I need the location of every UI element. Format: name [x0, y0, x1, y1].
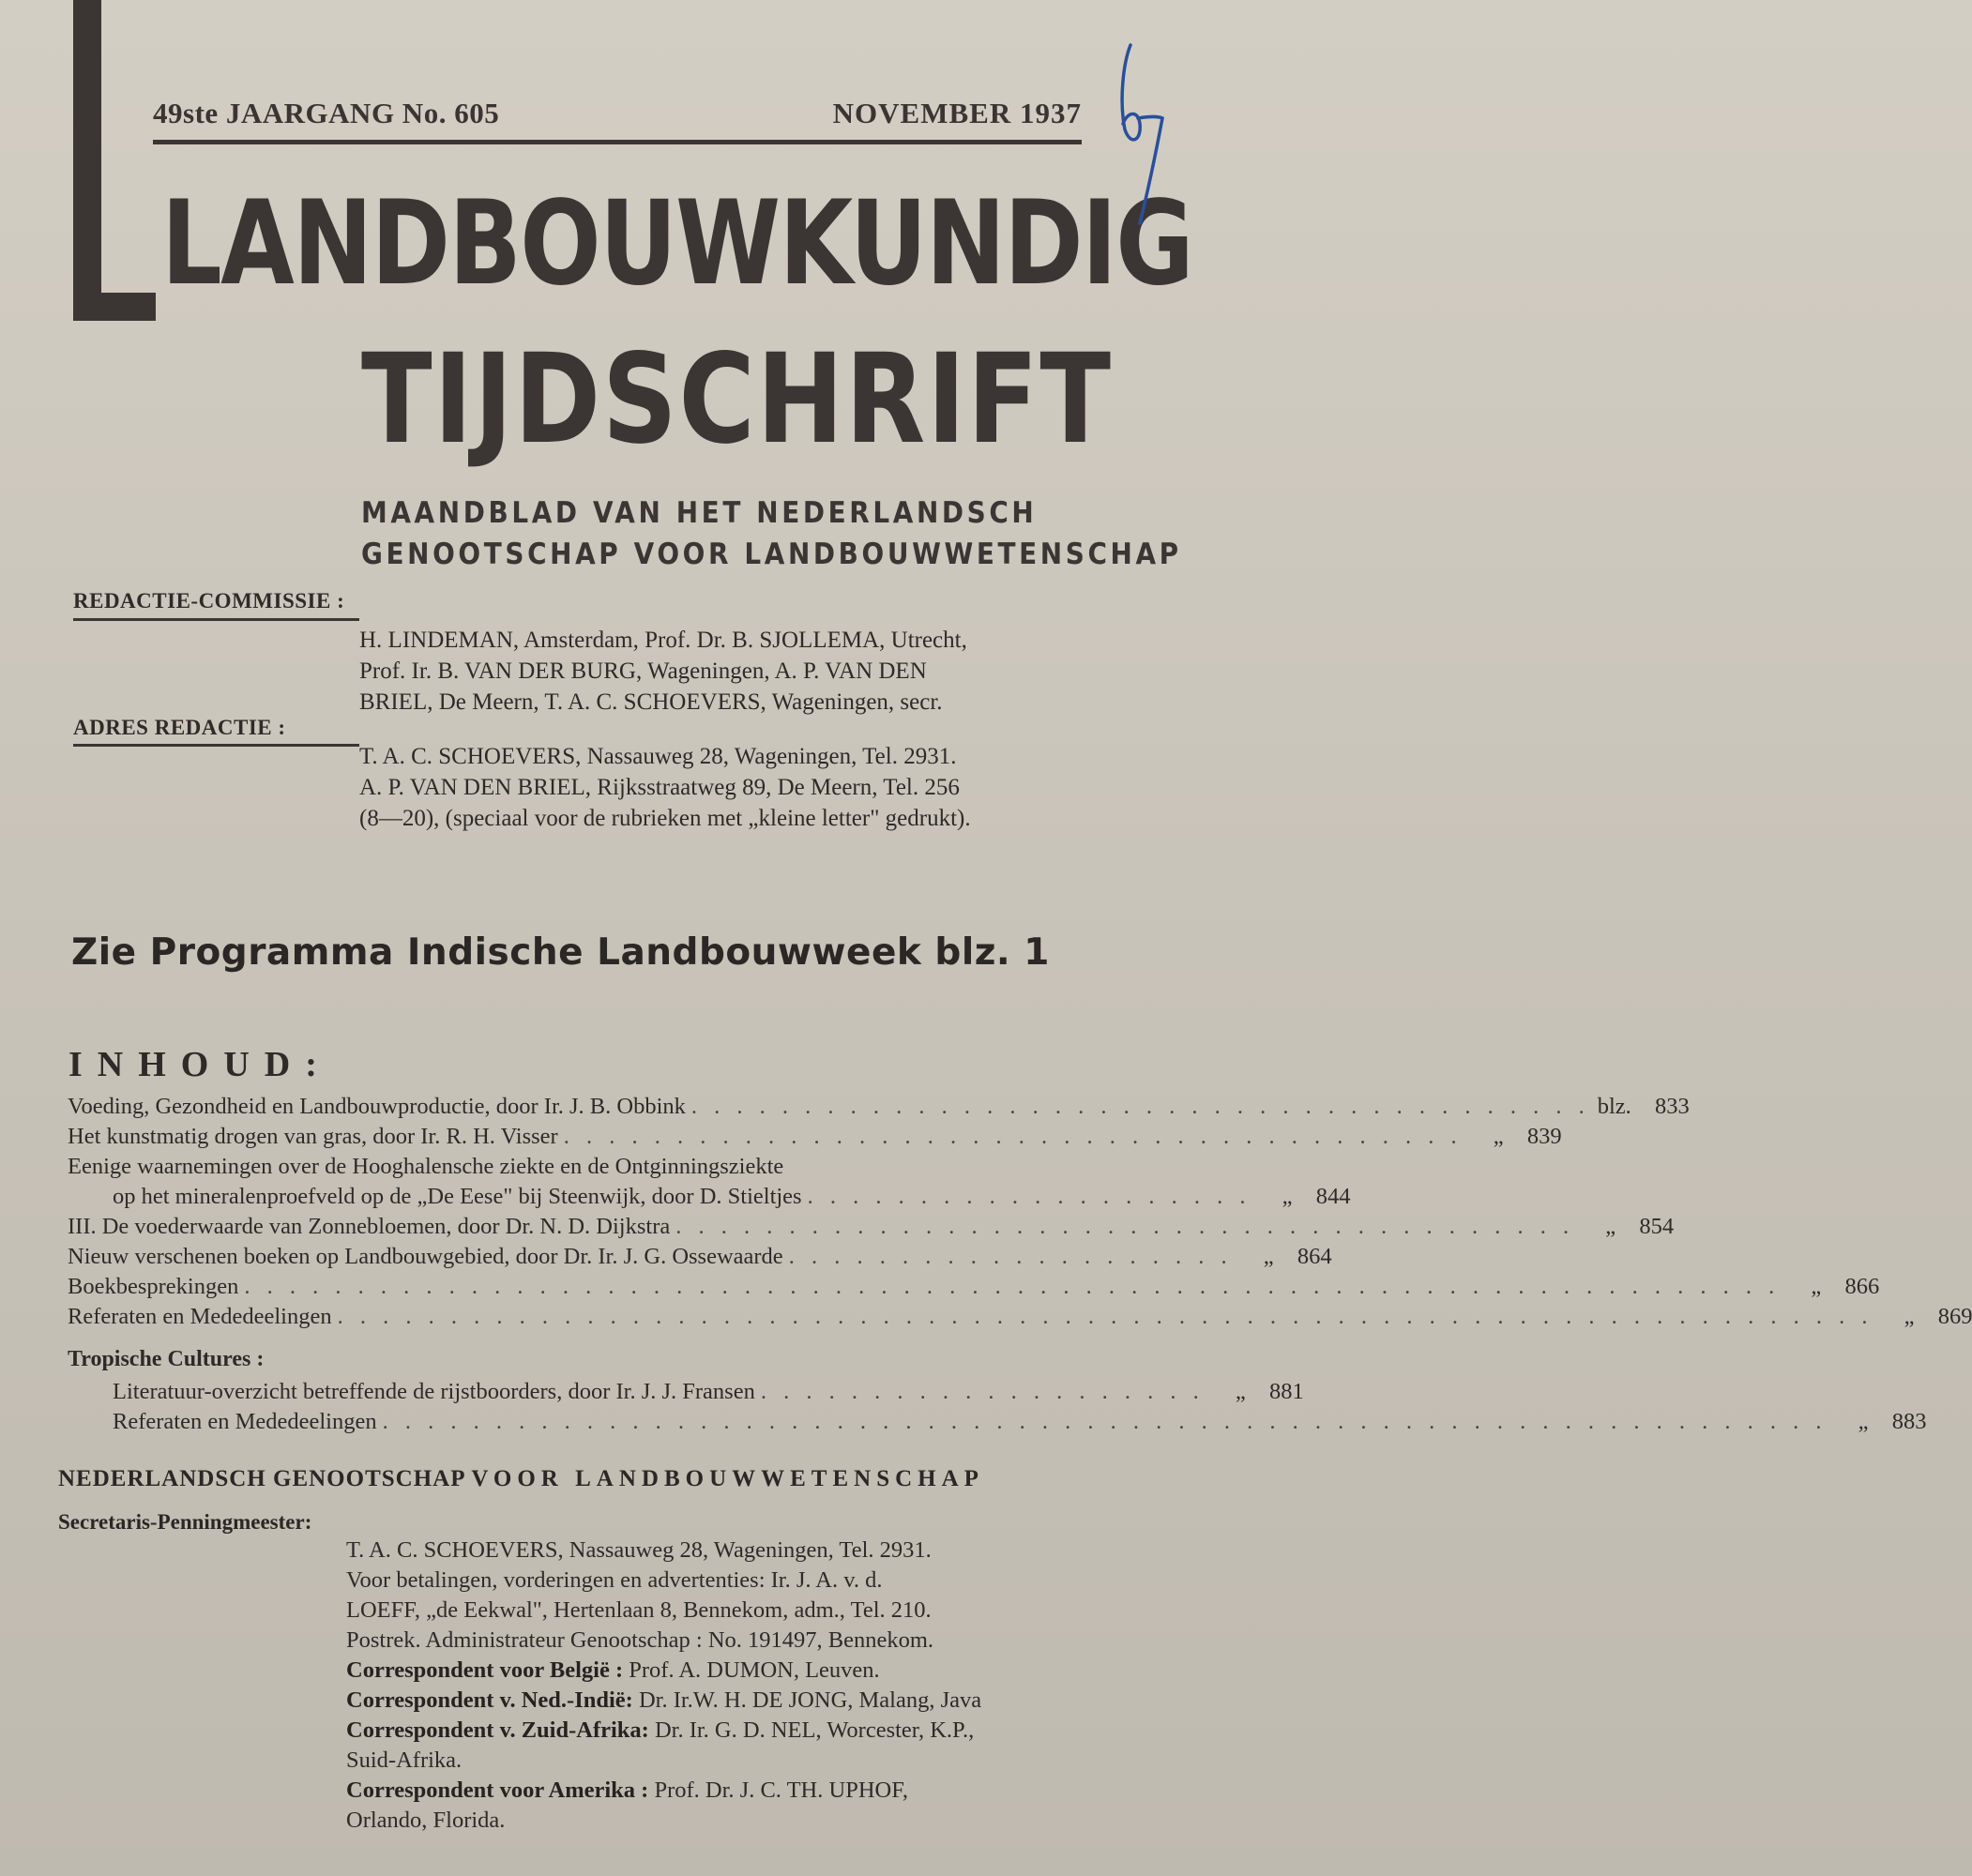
adres-line: T. A. C. SCHOEVERS, Nassauweg 28, Wageningen, Tel. 2931. — [359, 744, 957, 769]
toc-page-number: 881 — [1268, 1379, 1304, 1404]
toc-entry — [68, 1244, 1332, 1274]
correspondent-ned-indie — [346, 1686, 981, 1716]
toc-leader-dots: . . . . . . . . . . . . . . . . . . . . . . . . . . . . . . . . . . . . . . . . — [563, 1124, 1463, 1149]
program-announcement: Zie Programma Indische Landbouwweek blz. 1 — [71, 931, 1050, 974]
toc-entry — [68, 1154, 1076, 1184]
tropische-cultures-label: Tropische Cultures : — [68, 1347, 265, 1371]
toc-title: Nieuw verschenen boeken op Landbouwgebied, door Dr. Ir. J. G. Ossewaarde — [68, 1244, 783, 1269]
toc-page-prefix: blz. — [1597, 1094, 1631, 1119]
volume-number: 49ste JAARGANG No. 605 — [153, 97, 500, 129]
toc-entry — [68, 1274, 1880, 1304]
society-name — [58, 1466, 984, 1492]
toc-title: Het kunstmatig drogen van gras, door Ir. R. H. Visser — [68, 1124, 558, 1149]
table-of-contents — [68, 1094, 1972, 1439]
secretaris-label: Secretaris-Penningmeester: — [58, 1510, 312, 1534]
toc-page-prefix: „ — [1811, 1274, 1822, 1299]
correspondent-zuid-afrika — [346, 1716, 981, 1746]
journal-title-line-2: TIJDSCHRIFT — [361, 327, 1113, 472]
adres-lines — [359, 741, 971, 834]
toc-entry — [68, 1214, 1675, 1244]
toc-leader-dots: . . . . . . . . . . . . . . . . . . . . — [760, 1379, 1205, 1404]
adres-line: (8—20), (speciaal voor de rubrieken met „kleine letter" gedrukt). — [359, 806, 971, 831]
redactie-line: BRIEL, De Meern, T. A. C. SCHOEVERS, Wageningen, secr. — [359, 689, 943, 715]
toc-page-number: 844 — [1315, 1184, 1351, 1209]
contact-line: LOEFF, „de Eekwal", Hertenlaan 8, Bennekom, adm., Tel. 210. — [346, 1597, 932, 1623]
toc-title: Eenige waarnemingen over de Hooghalensche ziekte en de Ontginningsziekte — [68, 1154, 784, 1179]
masthead-large-l-foot — [73, 293, 156, 321]
correspondent-text: Prof. A. DUMON, Leuven. — [623, 1657, 880, 1683]
toc-title: Referaten en Mededeelingen — [68, 1304, 332, 1329]
toc-leader-dots: . . . . . . . . . . . . . . . . . . . . . . . . . . . . . . . . . . . . . . . . . . . . . . . . . . . . . . . . . . . . . . . . . . . . — [244, 1274, 1781, 1299]
contact-line: Postrek. Administrateur Genootschap : No. 191497, Bennekom. — [346, 1627, 934, 1653]
adres-label-underline — [73, 744, 359, 747]
toc-page-number: 839 — [1526, 1124, 1562, 1149]
correspondent-continuation: Orlando, Florida. — [346, 1808, 506, 1833]
adres-line: A. P. VAN DEN BRIEL, Rijksstraatweg 89, De Meern, Tel. 256 — [359, 775, 960, 800]
toc-page-number: 883 — [1891, 1409, 1927, 1434]
handwritten-page-mark-icon — [1112, 26, 1168, 228]
toc-title: Boekbesprekingen — [68, 1274, 239, 1299]
subtitle-line-2: GENOOTSCHAP VOOR LANDBOUWWETENSCHAP — [361, 537, 1182, 571]
correspondent-text: Prof. Dr. J. C. TH. UPHOF, — [648, 1778, 908, 1803]
toc-title: Literatuur-overzicht betreffende de rijstboorders, door Ir. J. J. Fransen — [113, 1379, 755, 1404]
toc-page-prefix: „ — [1904, 1304, 1915, 1329]
society-name-part-1: NEDERLANDSCH GENOOTSCHAP — [58, 1466, 465, 1491]
journal-title-line-1: LANDBOUWKUNDIG — [161, 176, 1193, 311]
toc-page-prefix: „ — [1282, 1184, 1293, 1209]
toc-page-prefix: „ — [1263, 1244, 1274, 1269]
toc-leader-dots: . . . . . . . . . . . . . . . . . . . . . . . . . . . . . . . . . . . . . . . . — [675, 1214, 1575, 1239]
masthead-large-l-stem — [73, 0, 101, 319]
toc-title: Referaten en Mededeelingen — [113, 1409, 377, 1434]
correspondent-label: Correspondent v. Ned.-Indië: — [346, 1687, 633, 1713]
redactie-label-underline — [73, 618, 359, 621]
correspondent-label: Correspondent voor België : — [346, 1657, 624, 1683]
toc-page-prefix: „ — [1493, 1124, 1504, 1149]
contact-line: Voor betalingen, vorderingen en advertenties: Ir. J. A. v. d. — [346, 1567, 883, 1593]
contact-line: T. A. C. SCHOEVERS, Nassauweg 28, Wageningen, Tel. 2931. — [346, 1537, 932, 1563]
correspondent-label: Correspondent voor Amerika : — [346, 1778, 649, 1803]
tropische-cultures-heading — [68, 1347, 1076, 1379]
correspondent-continuation: Suid-Afrika. — [346, 1747, 463, 1773]
toc-entry — [68, 1184, 1351, 1214]
correspondent-amerika — [346, 1776, 981, 1806]
issue-date: NOVEMBER 1937 — [832, 97, 1082, 129]
toc-leader-dots: . . . . . . . . . . . . . . . . . . . . . . . . . . . . . . . . . . . . . . . . . . . . . . . . . . . . . . . . . . . . . . . . . . . . — [337, 1304, 1873, 1329]
toc-leader-dots: . . . . . . . . . . . . . . . . . . . . . . . . . . . . . . . . . . . . . . . . — [690, 1094, 1590, 1119]
correspondent-text: Dr. Ir. G. D. NEL, Worcester, K.P., — [648, 1717, 975, 1743]
adres-label: ADRES REDACTIE : — [73, 716, 286, 739]
toc-page-number: 869 — [1937, 1304, 1972, 1329]
toc-page-number: 854 — [1639, 1214, 1675, 1239]
redactie-members — [359, 625, 967, 718]
correspondent-label: Correspondent v. Zuid-Afrika: — [346, 1717, 649, 1743]
toc-leader-dots: . . . . . . . . . . . . . . . . . . . . — [807, 1184, 1251, 1209]
toc-title: III. De voederwaarde van Zonnebloemen, door Dr. N. D. Dijkstra — [68, 1214, 671, 1239]
redactie-label: REDACTIE-COMMISSIE : — [73, 589, 345, 613]
redactie-line: Prof. Ir. B. VAN DER BURG, Wageningen, A. P. VAN DEN — [359, 658, 927, 684]
toc-page-prefix: „ — [1858, 1409, 1869, 1434]
correspondent-text: Dr. Ir.W. H. DE JONG, Malang, Java — [632, 1687, 982, 1713]
toc-entry — [68, 1379, 1304, 1409]
toc-leader-dots: . . . . . . . . . . . . . . . . . . . . . . . . . . . . . . . . . . . . . . . . . . . . . . . . . . . . . . . . . . . . . . . . — [382, 1409, 1828, 1434]
toc-entry — [68, 1304, 1972, 1334]
toc-entry — [68, 1094, 1690, 1124]
toc-title: Voeding, Gezondheid en Landbouwproductie, door Ir. J. B. Obbink — [68, 1094, 686, 1119]
toc-page-number: 866 — [1844, 1274, 1880, 1299]
society-name-part-2: VOOR LANDBOUWWETENSCHAP — [471, 1466, 984, 1491]
society-contact-block — [346, 1536, 981, 1836]
contents-heading: INHOUD: — [68, 1045, 332, 1084]
toc-page-number: 864 — [1297, 1244, 1332, 1269]
correspondent-belgie — [346, 1656, 981, 1686]
redactie-line: H. LINDEMAN, Amsterdam, Prof. Dr. B. SJOLLEMA, Utrecht, — [359, 628, 967, 653]
header-rule — [153, 140, 1082, 144]
toc-entry — [68, 1409, 1927, 1439]
toc-page-prefix: „ — [1605, 1214, 1616, 1239]
toc-leader-dots: . . . . . . . . . . . . . . . . . . . . — [788, 1244, 1233, 1269]
toc-page-number: 833 — [1655, 1094, 1690, 1119]
subtitle-line-1: MAANDBLAD VAN HET NEDERLANDSCH — [361, 496, 1038, 530]
journal-subtitle — [361, 492, 1182, 575]
toc-entry — [68, 1124, 1562, 1154]
toc-title: op het mineralenproefveld op de „De Eese" bij Steenwijk, door D. Stieltjes — [113, 1184, 802, 1209]
toc-page-prefix: „ — [1235, 1379, 1246, 1404]
